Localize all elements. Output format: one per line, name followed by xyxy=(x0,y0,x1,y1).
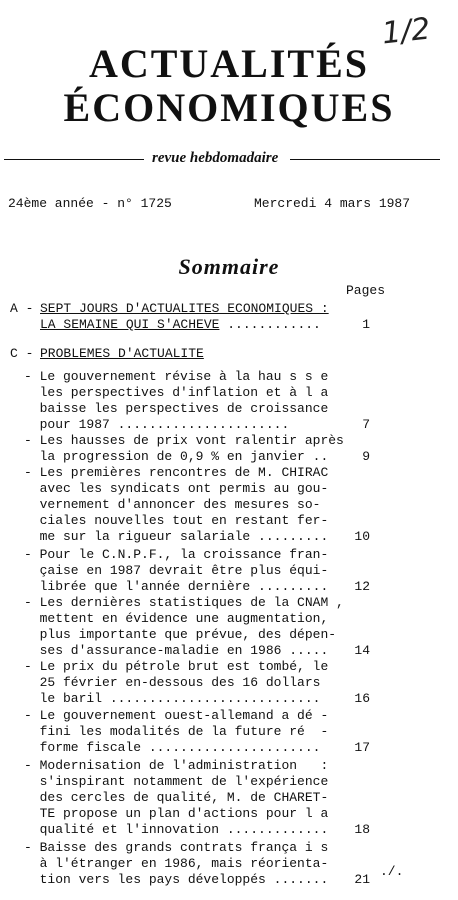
entry-3-line-3: vernement d'annoncer des mesures so- xyxy=(24,497,321,512)
entry-5-line-2: mettent en évidence une augmentation, xyxy=(24,611,329,626)
entry-2-line-2: la progression de 0,9 % en janvier .. xyxy=(24,449,329,464)
entry-8-line-1: - Modernisation de l'administration : xyxy=(24,758,329,773)
section-a-page: 1 xyxy=(362,317,370,332)
entry-5-line-1: - Les dernières statistiques de la CNAM , xyxy=(24,595,344,610)
entry-5-line-4: ses d'assurance-maladie en 1986 ..... xyxy=(24,643,329,658)
entry-2-line-1: - Les hausses de prix vont ralentir après xyxy=(24,433,344,448)
masthead-rule-right xyxy=(290,159,440,160)
entry-3-line-2: avec les syndicats ont permis au gou- xyxy=(24,481,329,496)
entry-9-page: 21 xyxy=(354,872,370,887)
section-a-prefix: A - xyxy=(10,301,34,316)
entry-6-line-1: - Le prix du pétrole brut est tombé, le xyxy=(24,659,329,674)
entry-7-line-2: fini les modalités de la future ré - xyxy=(24,724,329,739)
entry-7-line-3: forme fiscale ...................... xyxy=(24,740,321,755)
entry-4-line-1: - Pour le C.N.P.F., la croissance fran- xyxy=(24,547,329,562)
entry-8-line-2: s'inspirant notamment de l'expérience xyxy=(24,774,329,789)
entry-3-page: 10 xyxy=(354,529,370,544)
entry-7-line-1: - Le gouvernement ouest-allemand a dé - xyxy=(24,708,329,723)
masthead-rule-left xyxy=(4,159,144,160)
entry-1-line-2: les perspectives d'inflation et à l a xyxy=(24,385,329,400)
entry-2-page: 9 xyxy=(362,449,370,464)
entry-8-line-4: TE propose un plan d'actions pour l a xyxy=(24,806,329,821)
entry-6-line-2: 25 février en-dessous des 16 dollars xyxy=(24,675,321,690)
entry-8-page: 18 xyxy=(354,822,370,837)
section-c-title: PROBLEMES D'ACTUALITE xyxy=(40,346,204,361)
section-a-title-line2-row xyxy=(40,317,321,333)
entry-5-line-3: plus importante que prévue, des dépen- xyxy=(24,627,337,642)
section-a-leader-dots: ............ xyxy=(219,317,321,332)
entry-8-line-3: des cercles de qualité, M. de CHARET- xyxy=(24,790,329,805)
entry-1-line-4: pour 1987 ...................... xyxy=(24,417,290,432)
continuation-mark: ./. xyxy=(380,864,404,879)
entry-3-line-4: ciales nouvelles tout en restant fer- xyxy=(24,513,329,528)
entry-1-line-3: baisse les perspectives de croissance xyxy=(24,401,329,416)
entry-9-line-1: - Baisse des grands contrats frança i s xyxy=(24,840,329,855)
entry-6-page: 16 xyxy=(354,691,370,706)
entry-9-line-3: tion vers les pays développés ....... xyxy=(24,872,329,887)
entry-3-line-5: me sur la rigueur salariale ......... xyxy=(24,529,329,544)
issue-date: Mercredi 4 mars 1987 xyxy=(254,196,411,211)
issue-number: 24ème année - n° 1725 xyxy=(8,196,172,211)
entry-5-page: 14 xyxy=(354,643,370,658)
entry-4-line-3: librée que l'année dernière ......... xyxy=(24,579,329,594)
entry-8-line-5: qualité et l'innovation ............. xyxy=(24,822,329,837)
handwritten-note: 1/2 xyxy=(380,11,432,52)
entry-4-line-2: çaise en 1987 devrait être plus équi- xyxy=(24,563,329,578)
entry-9-line-2: à l'étranger en 1986, mais réorienta- xyxy=(24,856,329,871)
entry-7-page: 17 xyxy=(354,740,370,755)
entry-4-page: 12 xyxy=(354,579,370,594)
entry-3-line-1: - Les premières rencontres de M. CHIRAC xyxy=(24,465,329,480)
pages-column-label: Pages xyxy=(346,283,386,298)
section-c-prefix: C - xyxy=(10,346,34,361)
contents-heading: Sommaire xyxy=(178,254,280,279)
masthead-subtitle: revue hebdomadaire xyxy=(148,150,282,167)
entry-1-page: 7 xyxy=(362,417,370,432)
masthead-title-line1: ACTUALITÉS xyxy=(88,41,370,86)
entry-6-line-3: le baril ........................... xyxy=(24,691,321,706)
masthead-title-line2: ÉCONOMIQUES xyxy=(63,85,395,130)
section-a-title-line1: SEPT JOURS D'ACTUALITES ECONOMIQUES : xyxy=(40,301,329,316)
section-a-title-line2: LA SEMAINE QUI S'ACHEVE xyxy=(40,317,220,332)
entry-1-line-1: - Le gouvernement révise à la hau s s e xyxy=(24,369,329,384)
